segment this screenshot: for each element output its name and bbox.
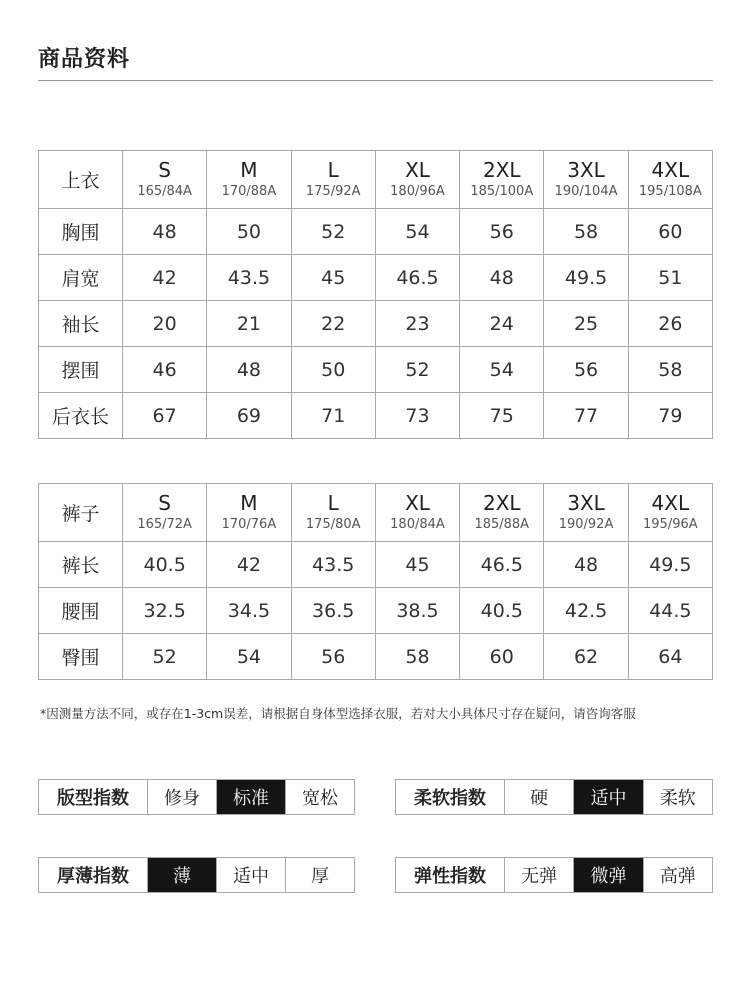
value-cell: 73 bbox=[375, 393, 459, 439]
size-spec: 180/96A bbox=[390, 183, 445, 199]
value-cell: 36.5 bbox=[291, 588, 375, 634]
value-cell: 54 bbox=[207, 634, 291, 680]
fit-index bbox=[38, 779, 355, 815]
table-row bbox=[39, 588, 713, 634]
size-cell bbox=[628, 484, 712, 542]
value-cell: 20 bbox=[123, 301, 207, 347]
value-cell: 71 bbox=[291, 393, 375, 439]
size-cell bbox=[123, 484, 207, 542]
value-cell: 48 bbox=[123, 209, 207, 255]
size-name: M bbox=[240, 490, 258, 515]
value-cell: 52 bbox=[291, 209, 375, 255]
size-cell bbox=[207, 151, 291, 209]
value-cell: 49.5 bbox=[628, 542, 712, 588]
value-cell: 38.5 bbox=[375, 588, 459, 634]
size-spec: 180/84A bbox=[390, 516, 445, 532]
value-cell: 56 bbox=[544, 347, 628, 393]
value-cell: 22 bbox=[291, 301, 375, 347]
value-cell: 50 bbox=[207, 209, 291, 255]
size-spec: 185/88A bbox=[474, 516, 530, 532]
value-cell: 45 bbox=[291, 255, 375, 301]
value-cell: 50 bbox=[291, 347, 375, 393]
size-name: L bbox=[327, 490, 339, 515]
value-cell: 75 bbox=[460, 393, 544, 439]
size-name: L bbox=[327, 157, 339, 182]
table-row bbox=[39, 542, 713, 588]
thickness-option[interactable]: 厚 bbox=[285, 858, 354, 892]
value-cell: 42.5 bbox=[544, 588, 628, 634]
size-name: XL bbox=[405, 490, 430, 515]
row-label: 摆围 bbox=[39, 347, 123, 393]
value-cell: 58 bbox=[544, 209, 628, 255]
table-row bbox=[39, 634, 713, 680]
row-label: 腰围 bbox=[39, 588, 123, 634]
value-cell: 45 bbox=[375, 542, 459, 588]
value-cell: 46 bbox=[123, 347, 207, 393]
value-cell: 58 bbox=[628, 347, 712, 393]
tops-table-label: 上衣 bbox=[39, 151, 123, 209]
row-label: 袖长 bbox=[39, 301, 123, 347]
fit-option[interactable]: 标准 bbox=[216, 780, 285, 814]
value-cell: 42 bbox=[123, 255, 207, 301]
size-cell bbox=[460, 484, 544, 542]
size-spec: 175/92A bbox=[305, 183, 361, 199]
fit-option[interactable]: 修身 bbox=[164, 788, 200, 809]
value-cell: 25 bbox=[544, 301, 628, 347]
value-cell: 48 bbox=[207, 347, 291, 393]
value-cell: 79 bbox=[628, 393, 712, 439]
size-cell bbox=[375, 484, 459, 542]
size-name: 4XL bbox=[651, 490, 690, 515]
tops-size-table bbox=[38, 150, 713, 439]
value-cell: 48 bbox=[460, 255, 544, 301]
title-divider bbox=[38, 80, 713, 81]
tops-header-row bbox=[39, 151, 713, 209]
value-cell: 56 bbox=[460, 209, 544, 255]
pants-header-row bbox=[39, 484, 713, 542]
elasticity-option[interactable]: 无弹 bbox=[521, 866, 558, 887]
table-row bbox=[39, 255, 713, 301]
table-row bbox=[39, 347, 713, 393]
value-cell: 26 bbox=[628, 301, 712, 347]
size-cell bbox=[123, 151, 207, 209]
value-cell: 44.5 bbox=[628, 588, 712, 634]
table-row bbox=[39, 209, 713, 255]
value-cell: 51 bbox=[628, 255, 712, 301]
size-cell bbox=[207, 484, 291, 542]
size-spec: 195/108A bbox=[638, 183, 702, 199]
value-cell: 77 bbox=[544, 393, 628, 439]
size-cell bbox=[291, 151, 375, 209]
page-title: 商品资料 bbox=[38, 47, 131, 72]
row-label: 肩宽 bbox=[39, 255, 123, 301]
value-cell: 42 bbox=[207, 542, 291, 588]
softness-option[interactable]: 适中 bbox=[573, 780, 642, 814]
fit-index-label: 版型指数 bbox=[39, 780, 148, 814]
table-row bbox=[39, 301, 713, 347]
value-cell: 60 bbox=[460, 634, 544, 680]
size-cell bbox=[375, 151, 459, 209]
row-label: 裤长 bbox=[39, 542, 123, 588]
elasticity-index-label: 弹性指数 bbox=[396, 858, 505, 892]
table-row bbox=[39, 393, 713, 439]
value-cell: 49.5 bbox=[544, 255, 628, 301]
elasticity-option[interactable]: 高弹 bbox=[643, 858, 712, 892]
size-cell bbox=[544, 151, 628, 209]
row-label: 胸围 bbox=[39, 209, 123, 255]
softness-option[interactable]: 柔软 bbox=[643, 780, 712, 814]
value-cell: 52 bbox=[375, 347, 459, 393]
size-spec: 170/76A bbox=[221, 516, 277, 532]
size-spec: 195/96A bbox=[643, 516, 698, 532]
size-spec: 175/80A bbox=[305, 516, 361, 532]
value-cell: 54 bbox=[460, 347, 544, 393]
elasticity-option[interactable]: 微弹 bbox=[573, 858, 642, 892]
value-cell: 24 bbox=[460, 301, 544, 347]
size-name: S bbox=[158, 157, 171, 182]
value-cell: 56 bbox=[291, 634, 375, 680]
value-cell: 69 bbox=[207, 393, 291, 439]
value-cell: 23 bbox=[375, 301, 459, 347]
size-spec: 165/72A bbox=[137, 516, 192, 532]
pants-table-label: 裤子 bbox=[39, 484, 123, 542]
size-cell bbox=[291, 484, 375, 542]
size-cell bbox=[544, 484, 628, 542]
value-cell: 32.5 bbox=[123, 588, 207, 634]
thickness-index-label: 厚薄指数 bbox=[39, 858, 148, 892]
row-label: 臀围 bbox=[39, 634, 123, 680]
measurement-note: *因测量方法不同，或存在1-3cm误差，请根据自身体型选择衣服，若对大小具体尺寸存在疑问，请咨询客服 bbox=[40, 706, 636, 721]
value-cell: 46.5 bbox=[375, 255, 459, 301]
size-name: S bbox=[158, 490, 171, 515]
size-name: XL bbox=[405, 157, 430, 182]
softness-index bbox=[395, 779, 713, 815]
value-cell: 21 bbox=[207, 301, 291, 347]
size-spec: 165/84A bbox=[137, 183, 192, 199]
size-name: 3XL bbox=[567, 157, 605, 182]
row-label: 后衣长 bbox=[39, 393, 123, 439]
value-cell: 60 bbox=[628, 209, 712, 255]
value-cell: 52 bbox=[123, 634, 207, 680]
size-name: M bbox=[240, 157, 258, 182]
size-name: 2XL bbox=[482, 157, 521, 182]
value-cell: 48 bbox=[544, 542, 628, 588]
size-cell bbox=[628, 151, 712, 209]
thickness-index bbox=[38, 857, 355, 893]
size-name: 4XL bbox=[651, 157, 690, 182]
value-cell: 64 bbox=[628, 634, 712, 680]
thickness-option[interactable]: 适中 bbox=[216, 858, 285, 892]
elasticity-index bbox=[395, 857, 713, 893]
size-cell bbox=[460, 151, 544, 209]
size-spec: 190/92A bbox=[558, 516, 614, 532]
size-spec: 170/88A bbox=[221, 183, 277, 199]
size-name: 3XL bbox=[567, 490, 605, 515]
size-name: 2XL bbox=[482, 490, 521, 515]
value-cell: 34.5 bbox=[207, 588, 291, 634]
pants-size-table bbox=[38, 483, 713, 680]
fit-option[interactable]: 宽松 bbox=[285, 780, 354, 814]
value-cell: 62 bbox=[544, 634, 628, 680]
softness-index-label: 柔软指数 bbox=[396, 780, 505, 814]
value-cell: 46.5 bbox=[460, 542, 544, 588]
thickness-option[interactable]: 薄 bbox=[148, 858, 216, 892]
value-cell: 58 bbox=[375, 634, 459, 680]
value-cell: 67 bbox=[123, 393, 207, 439]
value-cell: 43.5 bbox=[291, 542, 375, 588]
softness-option[interactable]: 硬 bbox=[530, 788, 549, 809]
value-cell: 40.5 bbox=[460, 588, 544, 634]
value-cell: 40.5 bbox=[123, 542, 207, 588]
value-cell: 43.5 bbox=[207, 255, 291, 301]
value-cell: 54 bbox=[375, 209, 459, 255]
size-spec: 185/100A bbox=[470, 183, 534, 199]
size-spec: 190/104A bbox=[554, 183, 618, 199]
